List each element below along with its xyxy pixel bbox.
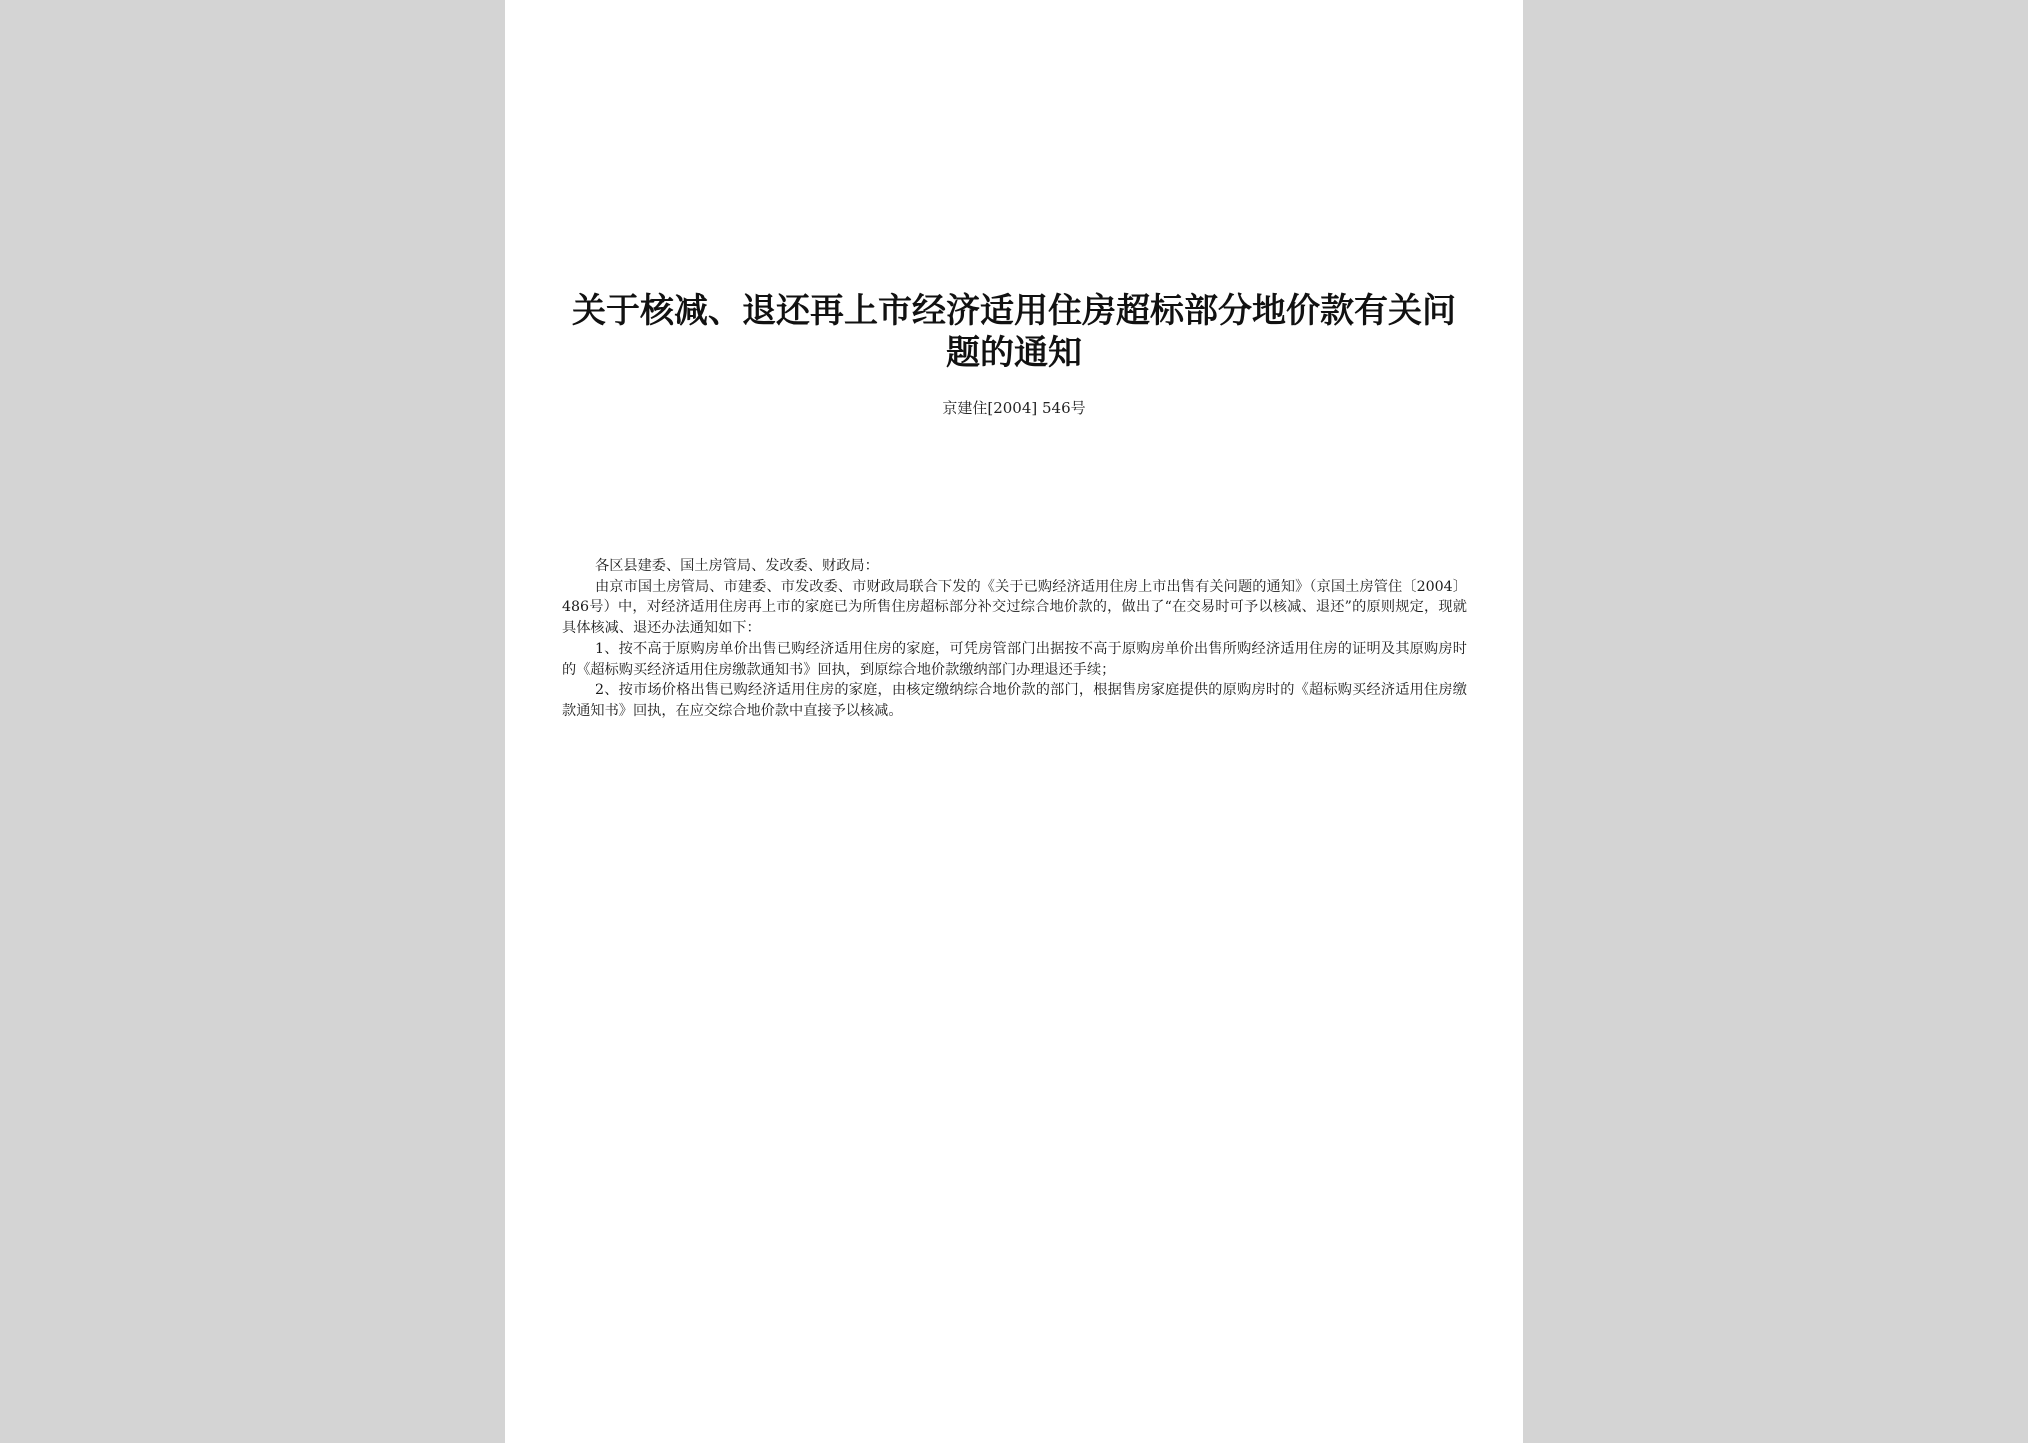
paragraph-item-1: 1、按不高于原购房单价出售已购经济适用住房的家庭，可凭房管部门出据按不高于原购房单价出售所购经济适用住房的证明及其原购房时的《超标购买经济适用住房缴款通知书》回执，到原综合地价款缴纳部门办理退还手续；	[562, 640, 1467, 678]
salutation: 各区县建委、国土房管局、发改委、财政局：	[595, 558, 879, 574]
paragraph-item-2: 2、按市场价格出售已购经济适用住房的家庭，由核定缴纳综合地价款的部门，根据售房家庭提供的原购房时的《超标购买经济适用住房缴款通知书》回执，在应交综合地价款中直接予以核减。	[562, 682, 1467, 719]
document-page	[505, 0, 1523, 1443]
document-body	[562, 556, 1467, 722]
paragraph-intro: 由京市国土房管局、市建委、市发改委、市财政局联合下发的《关于已购经济适用住房上市出售有关问题的通知》（京国土房管住〔2004〕486号）中，对经济适用住房再上市的家庭已为所售住房超标部分补交过综合地价款的，做出了“在交易时可予以核减、退还”的原则规定，现就具体核减、退还办法通知如下：	[562, 578, 1467, 637]
document-number: 京建住[2004] 546号	[942, 399, 1086, 417]
document-title: 关于核减、退还再上市经济适用住房超标部分地价款有关问题的通知	[572, 291, 1456, 373]
